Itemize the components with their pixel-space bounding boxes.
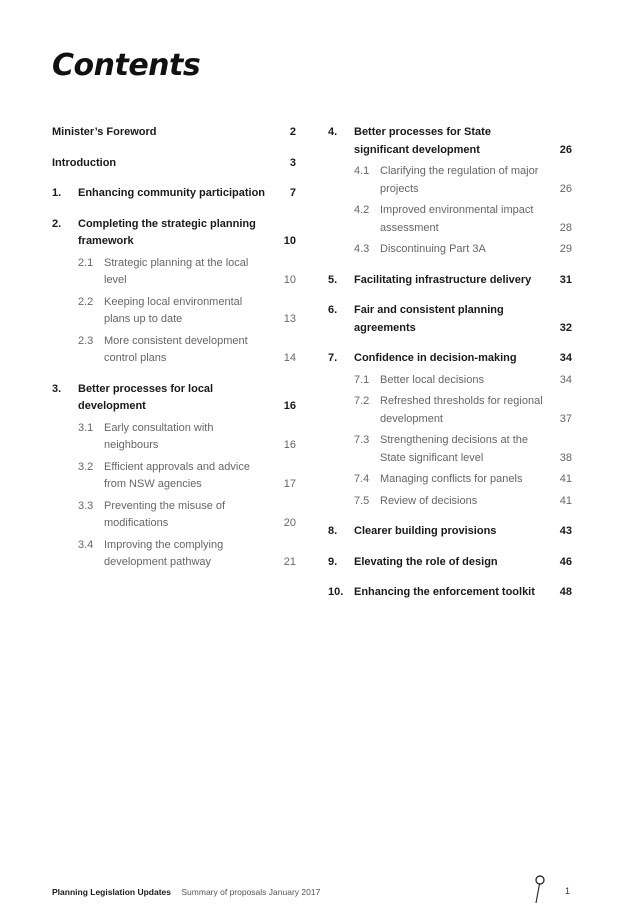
toc-subsection-7-4[interactable] [328, 471, 572, 489]
toc-section-1[interactable] [52, 185, 296, 203]
toc-subsection-7-2[interactable] [328, 393, 572, 428]
toc-entry-title: Confidence in decision-making [354, 352, 517, 364]
toc-entry-title: Clearer building provisions [354, 525, 497, 537]
toc-subsection-2-2[interactable] [52, 294, 296, 329]
toc-entry-number: 4.2 [354, 204, 370, 216]
toc-entry-page: 48 [559, 586, 572, 598]
toc-entry-title: Refreshed thresholds for regional development [380, 395, 543, 425]
toc-entry-title: Improving the complying development pathway [104, 538, 224, 568]
toc-entry-page: 34 [559, 352, 572, 364]
toc-entry-number: 3.2 [78, 460, 94, 473]
toc-entry-number: 7.2 [354, 395, 370, 407]
toc-section-5[interactable] [328, 272, 572, 290]
toc-entry-number: 2.2 [78, 295, 94, 308]
toc-entry-number: 5. [328, 273, 338, 286]
toc-subsection-7-1[interactable] [328, 372, 572, 390]
toc-subsection-3-4[interactable] [52, 537, 296, 572]
page-title: Contents [52, 48, 201, 83]
toc-entry-title: Strategic planning at the local level [104, 256, 249, 286]
footer-subtitle: Summary of proposals January 2017 [181, 887, 321, 897]
toc-section-9[interactable] [328, 554, 572, 572]
toc-section-minister-s-foreword[interactable] [52, 124, 296, 142]
toc-section-7[interactable] [328, 350, 572, 368]
toc-section-4[interactable] [328, 124, 572, 159]
toc-entry-title: Improved environmental impact assessment [380, 204, 534, 234]
toc-entry-page: 3 [289, 156, 296, 169]
toc-entry-page: 17 [283, 478, 296, 490]
toc-entry-title: Better processes for State significant development [354, 126, 491, 156]
toc-entry-page: 38 [559, 451, 572, 464]
toc-entry-title: Completing the strategic planning framework [78, 217, 256, 247]
toc-section-10[interactable] [328, 584, 572, 602]
footer [52, 887, 320, 897]
toc-entry-title: Strengthening decisions at the State significant level [380, 434, 528, 464]
toc-subsection-2-1[interactable] [52, 255, 296, 290]
toc-entry-number: 2. [52, 217, 62, 230]
toc-subsection-4-2[interactable] [328, 202, 572, 237]
toc-entry-title: Minister’s Foreword [52, 126, 157, 138]
toc-left-column [52, 124, 296, 572]
toc-subsection-3-1[interactable] [52, 420, 296, 455]
toc-entry-page: 26 [559, 143, 572, 156]
toc-entry-page: 16 [283, 439, 296, 451]
toc-entry-title: Efficient approvals and advice from NSW agencies [104, 460, 250, 490]
toc-entry-page: 16 [283, 400, 296, 412]
toc-subsection-3-3[interactable] [52, 498, 296, 533]
toc-entry-number: 9. [328, 555, 338, 568]
toc-entry-page: 20 [283, 517, 296, 529]
toc-entry-number: 3.4 [78, 538, 94, 551]
toc-entry-page: 32 [559, 321, 572, 334]
toc-entry-page: 37 [559, 412, 572, 425]
toc-entry-title: Review of decisions [380, 494, 478, 507]
toc-subsection-2-3[interactable] [52, 333, 296, 368]
toc-entry-page: 10 [283, 274, 296, 286]
toc-section-6[interactable] [328, 302, 572, 337]
toc-entry-number: 2.1 [78, 256, 94, 269]
toc-entry-title: Better local decisions [380, 373, 484, 386]
toc-entry-number: 6. [328, 304, 338, 316]
toc-right-column [328, 124, 572, 602]
toc-entry-title: Discontinuing Part 3A [380, 243, 486, 255]
toc-entry-title: Clarifying the regulation of major projects [380, 165, 539, 195]
toc-entry-page: 41 [559, 494, 572, 507]
toc-entry-title: More consistent development control plans [104, 334, 248, 364]
toc-entry-page: 29 [559, 243, 572, 255]
toc-entry-number: 3.3 [78, 499, 94, 512]
pin-logo-icon [532, 874, 548, 904]
toc-entry-page: 10 [283, 235, 296, 247]
toc-entry-number: 4.3 [354, 243, 370, 255]
toc-entry-number: 7.5 [354, 494, 370, 507]
toc-entry-title: Facilitating infrastructure delivery [354, 273, 532, 286]
toc-entry-page: 43 [559, 525, 572, 537]
toc-entry-number: 7.4 [354, 473, 370, 485]
toc-entry-title: Early consultation with neighbours [104, 421, 214, 451]
toc-entry-page: 41 [559, 473, 572, 485]
toc-entry-number: 7. [328, 352, 338, 364]
toc-entry-number: 4.1 [354, 165, 370, 177]
toc-entry-title: Preventing the misuse of modifications [104, 499, 226, 529]
toc-section-3[interactable] [52, 381, 296, 416]
footer-title: Planning Legislation Updates [52, 887, 172, 897]
toc-entry-title: Introduction [52, 156, 117, 169]
toc-entry-number: 7.1 [354, 373, 370, 386]
toc-entry-title: Better processes for local development [78, 382, 214, 412]
toc-entry-page: 26 [559, 182, 572, 195]
toc-entry-number: 4. [328, 126, 338, 138]
toc-entry-page: 2 [289, 126, 296, 138]
toc-subsection-3-2[interactable] [52, 459, 296, 494]
toc-entry-title: Elevating the role of design [354, 555, 498, 568]
toc-entry-number: 3. [52, 382, 62, 395]
toc-entry-page: 21 [283, 556, 296, 568]
toc-entry-title: Enhancing the enforcement toolkit [354, 586, 535, 598]
toc-entry-number: 10. [328, 586, 344, 598]
toc-entry-page: 31 [559, 273, 572, 286]
toc-subsection-4-3[interactable] [328, 241, 572, 259]
toc-entry-number: 1. [52, 187, 62, 199]
toc-entry-title: Keeping local environmental plans up to date [104, 295, 243, 325]
toc-entry-page: 14 [283, 352, 296, 364]
toc-entry-page: 13 [283, 313, 296, 325]
toc-subsection-4-1[interactable] [328, 163, 572, 198]
toc-section-2[interactable] [52, 216, 296, 251]
toc-entry-title: Managing conflicts for panels [380, 473, 523, 485]
toc-section-8[interactable] [328, 523, 572, 541]
toc-entry-page: 46 [559, 555, 572, 568]
toc-entry-page: 34 [559, 373, 572, 386]
toc-entry-title: Enhancing community participation [78, 187, 266, 199]
toc-subsection-7-3[interactable] [328, 432, 572, 467]
toc-entry-number: 7.3 [354, 434, 370, 446]
toc-subsection-7-5[interactable] [328, 493, 572, 511]
toc-entry-page: 7 [289, 187, 296, 199]
page-number: 1 [565, 886, 571, 896]
toc-entry-number: 3.1 [78, 421, 94, 434]
toc-entry-number: 8. [328, 525, 338, 537]
toc-entry-title: Fair and consistent planning agreements [354, 304, 504, 334]
toc-entry-page: 28 [559, 221, 572, 234]
toc-entry-number: 2.3 [78, 334, 94, 347]
toc-section-introduction[interactable] [52, 155, 296, 173]
